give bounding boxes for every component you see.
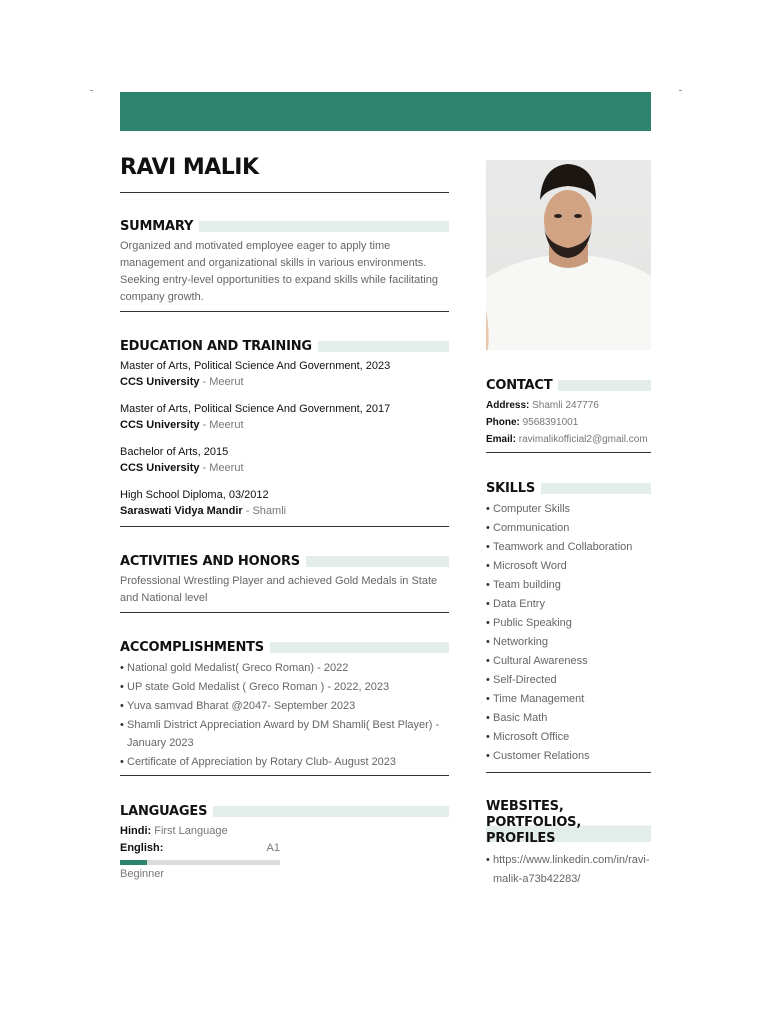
skill-item: • Self-Directed: [486, 671, 651, 690]
skill-item: • Cultural Awareness: [486, 652, 651, 671]
education-institution: [120, 374, 449, 391]
institution-name: Saraswati Vidya Mandir: [120, 505, 243, 517]
contact-value: 9568391001: [519, 417, 579, 428]
heading-band: [306, 556, 449, 567]
education-item: [120, 401, 449, 434]
websites-heading: WEBSITES, PORTFOLIOS, PROFILES: [486, 799, 651, 847]
institution-name: CCS University: [120, 419, 200, 431]
section-heading: [486, 481, 651, 496]
language-value: First Language: [151, 825, 228, 837]
skill-item: • Communication: [486, 519, 651, 538]
accomplishments-list: [120, 659, 449, 771]
education-item: [120, 487, 449, 520]
heading-band: [318, 341, 449, 352]
education-heading: EDUCATION AND TRAINING: [120, 339, 312, 354]
divider: [120, 612, 449, 613]
institution-name: CCS University: [120, 462, 200, 474]
skill-item: • Public Speaking: [486, 614, 651, 633]
skill-item: • Basic Math: [486, 709, 651, 728]
candidate-name: RAVI MALIK: [120, 155, 259, 180]
side-column: [486, 160, 651, 889]
education-institution: [120, 417, 449, 434]
skill-item: • Networking: [486, 633, 651, 652]
section-heading: [120, 640, 449, 655]
skills-section: [486, 481, 651, 773]
language-hindi: [120, 823, 449, 840]
divider: [120, 775, 449, 776]
section-heading: [120, 554, 449, 569]
heading-band: [213, 806, 449, 817]
activities-section: [120, 554, 449, 613]
institution-place: - Meerut: [199, 419, 244, 431]
contact-email: [486, 431, 651, 448]
contact-label: Email:: [486, 434, 517, 445]
accomplishments-section: [120, 640, 449, 776]
contact-section: [486, 378, 651, 453]
skills-list: [486, 500, 651, 766]
divider: [486, 772, 651, 773]
language-level-fill: [120, 860, 147, 865]
education-title: Master of Arts, Political Science And Government, 2023: [120, 360, 391, 372]
summary-section: [120, 219, 449, 312]
institution-name: CCS University: [120, 376, 200, 388]
education-section: [120, 339, 449, 527]
websites-list: [486, 851, 651, 889]
contact-label: Address:: [486, 400, 530, 411]
summary-text: Organized and motivated employee eager to apply time management and organizational skills in various environments. Seeking entry-level opportunities to expand skills while facilitating company growth.: [120, 240, 438, 303]
accomplishment-item: • National gold Medalist( Greco Roman) - 2022: [120, 659, 449, 677]
divider: [120, 526, 449, 527]
education-institution: [120, 460, 449, 477]
website-link[interactable]: • https://www.linkedin.com/in/ravi-malik-a73b42283/: [486, 851, 651, 889]
heading-band: [199, 221, 449, 232]
divider: [486, 452, 651, 453]
institution-place: - Meerut: [199, 462, 244, 474]
institution-place: - Meerut: [199, 376, 244, 388]
skill-item: • Computer Skills: [486, 500, 651, 519]
main-column: [120, 150, 449, 883]
section-heading: [120, 219, 449, 234]
language-level-desc: Beginner: [120, 868, 165, 880]
section-heading: [120, 339, 449, 354]
education-title: High School Diploma, 03/2012: [120, 489, 269, 501]
language-label: Hindi:: [120, 825, 152, 837]
summary-heading: SUMMARY: [120, 219, 194, 234]
language-level-bar: [120, 860, 280, 865]
accomplishment-item: • Yuva samvad Bharat @2047- September 2023: [120, 697, 449, 715]
skill-item: • Teamwork and Collaboration: [486, 538, 651, 557]
education-item: [120, 358, 449, 391]
skill-item: • Microsoft Word: [486, 557, 651, 576]
accomplishment-item: • Certificate of Appreciation by Rotary Club- August 2023: [120, 753, 449, 771]
header-accent-bar: [120, 92, 651, 131]
contact-address: [486, 397, 651, 414]
language-level: A1: [266, 842, 280, 854]
skill-item: • Microsoft Office: [486, 728, 651, 747]
accomplishments-heading: ACCOMPLISHMENTS: [120, 640, 264, 655]
skill-item: • Time Management: [486, 690, 651, 709]
skill-item: • Team building: [486, 576, 651, 595]
skill-item: • Data Entry: [486, 595, 651, 614]
skill-item: • Customer Relations: [486, 747, 651, 766]
heading-band: [270, 642, 449, 653]
education-list: [120, 358, 449, 520]
section-heading: [486, 799, 651, 847]
languages-section: [120, 804, 449, 883]
heading-band: [558, 380, 651, 391]
activities-text: Professional Wrestling Player and achieved Gold Medals in State and National level: [120, 575, 438, 604]
divider: [120, 192, 449, 193]
contact-value: Shamli 247776: [529, 400, 599, 411]
person-illustration: [486, 160, 651, 350]
institution-place: - Shamli: [242, 505, 287, 517]
divider: [120, 311, 449, 312]
skills-heading: SKILLS: [486, 481, 536, 496]
education-title: Bachelor of Arts, 2015: [120, 446, 229, 458]
accomplishment-item: • Shamli District Appreciation Award by DM Shamli( Best Player) - January 2023: [120, 716, 449, 752]
websites-section: [486, 799, 651, 889]
education-item: [120, 444, 449, 477]
language-label: English:: [120, 842, 164, 854]
education-title: Master of Arts, Political Science And Government, 2017: [120, 403, 391, 415]
contact-heading: CONTACT: [486, 378, 553, 393]
activities-heading: ACTIVITIES AND HONORS: [120, 554, 300, 569]
profile-photo: [486, 160, 651, 350]
contact-phone: [486, 414, 651, 431]
corner-mark: [90, 90, 93, 91]
heading-band: [541, 483, 651, 494]
contact-value: ravimalikofficial2@gmail.com: [516, 434, 648, 445]
languages-heading: LANGUAGES: [120, 804, 208, 819]
contact-label: Phone:: [486, 417, 520, 428]
section-heading: [486, 378, 651, 393]
language-english: [120, 840, 280, 857]
accomplishment-item: • UP state Gold Medalist ( Greco Roman ) - 2022, 2023: [120, 678, 449, 696]
education-institution: [120, 503, 449, 520]
section-heading: [120, 804, 449, 819]
corner-mark: [679, 90, 682, 91]
